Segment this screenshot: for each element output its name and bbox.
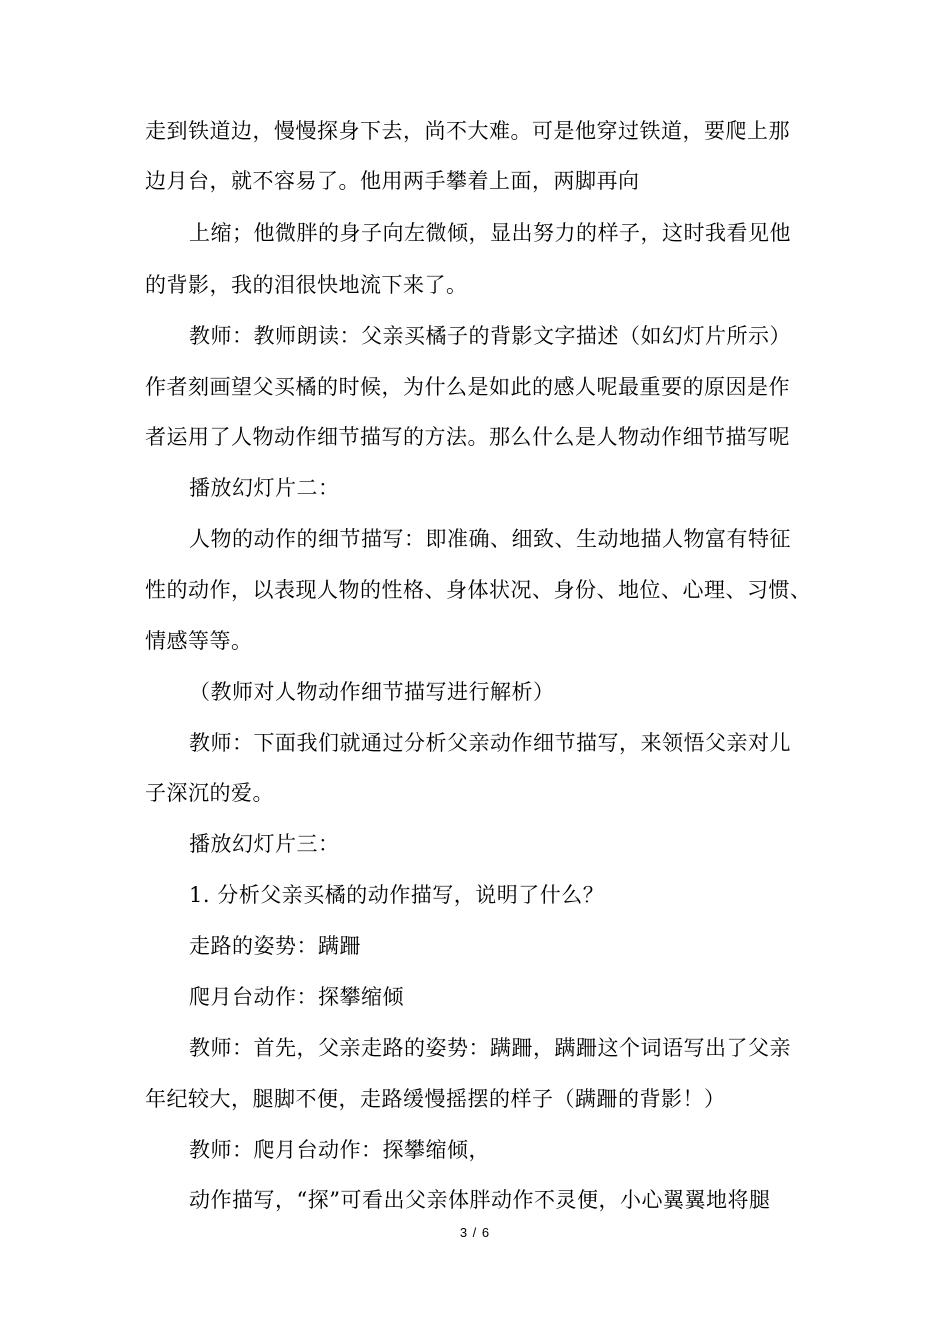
text-line: 播放幻灯片三： xyxy=(189,832,340,856)
page-number: 3 / 6 xyxy=(459,1225,491,1240)
text-line: 情感等等。 xyxy=(145,629,253,653)
text-line: 的背影，我的泪很快地流下来了。 xyxy=(145,273,468,297)
text-line: 人物的动作的细节描写：即准确、细致、生动地描人物富有特征 xyxy=(189,527,791,551)
text-line: 爬月台动作：探攀缩倾 xyxy=(189,985,404,1009)
text-line: 走到铁道边，慢慢探身下去，尚不大难。可是他穿过铁道，要爬上那 xyxy=(145,119,790,143)
text-line: 1. 分析父亲买橘的动作描写，说明了什么？ xyxy=(189,883,605,907)
text-line: 教师：爬月台动作：探攀缩倾， xyxy=(189,1138,490,1162)
text-line: 上缩；他微胖的身子向左微倾，显出努力的样子，这时我看见他 xyxy=(189,221,791,245)
text-line: 走路的姿势：蹒跚 xyxy=(189,934,361,958)
text-line: 教师：教师朗读：父亲买橘子的背影文字描述（如幻灯片所示） xyxy=(189,324,791,348)
text-line: 者运用了人物动作细节描写的方法。那么什么是人物动作细节描写呢 xyxy=(145,425,790,449)
text-line: 教师：下面我们就通过分析父亲动作细节描写，来领悟父亲对儿 xyxy=(189,731,791,755)
text-line: 动作描写，“探”可看出父亲体胖动作不灵便，小心翼翼地将腿 xyxy=(189,1188,771,1212)
text-line: 作者刻画望父买橘的时候，为什么是如此的感人呢最重要的原因是作 xyxy=(145,375,790,399)
text-line: 教师：首先，父亲走路的姿势：蹒跚，蹒跚这个词语写出了父亲 xyxy=(189,1036,791,1060)
text-line: 年纪较大，腿脚不便，走路缓慢摇摆的样子（蹒跚的背影！） xyxy=(145,1087,726,1111)
text-line: （教师对人物动作细节描写进行解析） xyxy=(189,680,555,704)
text-line: 边月台，就不容易了。他用两手攀着上面，两脚再向 xyxy=(145,169,640,193)
text-line: 子深沉的爱。 xyxy=(145,781,274,805)
text-line: 播放幻灯片二： xyxy=(189,476,340,500)
text-line: 性的动作，以表现人物的性格、身体状况、身份、地位、心理、习惯、 xyxy=(145,578,812,602)
